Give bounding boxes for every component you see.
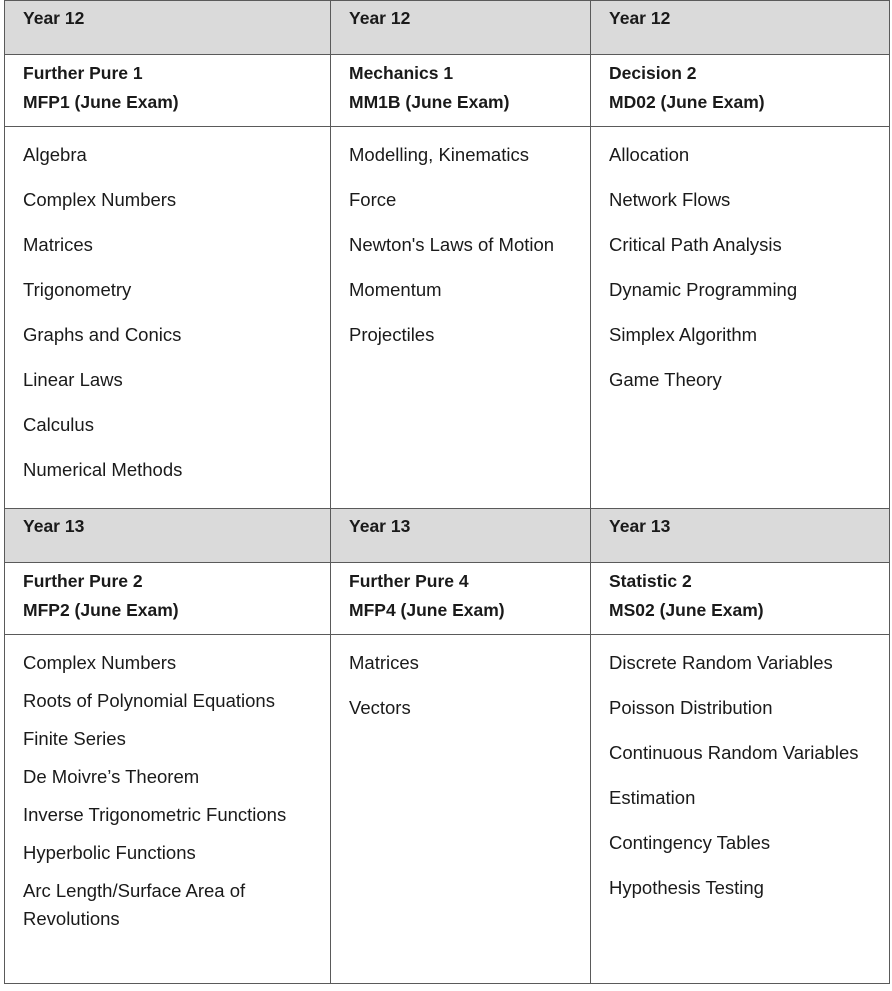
year-label: Year 12	[349, 8, 411, 28]
year-cell	[5, 509, 331, 563]
module-cell	[331, 55, 591, 127]
topic-item: Hypothesis Testing	[609, 877, 764, 898]
year-label: Year 13	[23, 516, 85, 536]
module-name: Further Pure 2	[23, 571, 143, 591]
module-cell	[591, 55, 890, 127]
topic-item: Newton's Laws of Motion	[349, 234, 555, 255]
year-cell	[331, 509, 591, 563]
syllabus-table-body	[5, 1, 890, 984]
year-cell	[5, 1, 331, 55]
year-row	[5, 509, 890, 563]
module-code: MM1B (June Exam)	[349, 92, 510, 112]
topic-item: Complex Numbers	[23, 189, 177, 210]
topic-item: Calculus	[23, 414, 94, 435]
module-cell	[331, 563, 591, 635]
module-code: MFP1 (June Exam)	[23, 92, 179, 112]
syllabus-table	[4, 0, 890, 984]
topic-item: Graphs and Conics	[23, 324, 182, 345]
topic-item: Force	[349, 189, 397, 210]
module-code: MFP2 (June Exam)	[23, 600, 179, 620]
topic-item: Inverse Trigonometric Functions	[23, 804, 287, 825]
topic-item: Linear Laws	[23, 369, 123, 390]
year-cell	[331, 1, 591, 55]
year-label: Year 13	[609, 516, 671, 536]
topic-list	[349, 649, 590, 722]
topic-list	[609, 649, 889, 902]
topic-item: Network Flows	[609, 189, 731, 210]
topic-item: Estimation	[609, 787, 696, 808]
module-name: Further Pure 1	[23, 63, 143, 83]
year-cell	[591, 509, 890, 563]
topics-cell	[331, 635, 591, 984]
topics-cell	[331, 127, 591, 509]
topic-item: Projectiles	[349, 324, 435, 345]
topic-item: Allocation	[609, 144, 690, 165]
topic-item: Algebra	[23, 144, 87, 165]
module-cell	[5, 55, 331, 127]
module-code: MS02 (June Exam)	[609, 600, 764, 620]
topic-item: Dynamic Programming	[609, 279, 798, 300]
topics-cell	[5, 127, 331, 509]
topics-row	[5, 127, 890, 509]
module-name: Statistic 2	[609, 571, 692, 591]
topic-item: Continuous Random Variables	[609, 742, 859, 763]
module-code: MD02 (June Exam)	[609, 92, 765, 112]
module-name: Further Pure 4	[349, 571, 469, 591]
topic-item: Finite Series	[23, 728, 126, 749]
topics-cell	[591, 635, 890, 984]
topics-cell	[5, 635, 331, 984]
topic-item: Modelling, Kinematics	[349, 144, 529, 165]
topic-list	[349, 141, 590, 349]
topic-item: Vectors	[349, 697, 411, 718]
topic-list	[23, 141, 330, 484]
year-label: Year 13	[349, 516, 411, 536]
year-cell	[591, 1, 890, 55]
topic-item: Hyperbolic Functions	[23, 842, 196, 863]
topic-item: Simplex Algorithm	[609, 324, 758, 345]
module-name: Mechanics 1	[349, 63, 454, 83]
module-name: Decision 2	[609, 63, 697, 83]
year-label: Year 12	[23, 8, 85, 28]
topic-list	[609, 141, 889, 394]
topic-item: Momentum	[349, 279, 442, 300]
topic-item: Roots of Polynomial Equations	[23, 690, 275, 711]
module-cell	[5, 563, 331, 635]
topic-item: Game Theory	[609, 369, 722, 390]
module-row	[5, 563, 890, 635]
topic-item: Contingency Tables	[609, 832, 771, 853]
topic-item: Matrices	[349, 652, 419, 673]
topics-cell	[591, 127, 890, 509]
topic-item: Matrices	[23, 234, 93, 255]
module-code: MFP4 (June Exam)	[349, 600, 505, 620]
topic-item: Discrete Random Variables	[609, 652, 833, 673]
topic-item: Complex Numbers	[23, 652, 177, 673]
topic-item: De Moivre’s Theorem	[23, 766, 200, 787]
topic-item: Arc Length/Surface Area of Revolutions	[23, 880, 246, 929]
module-cell	[591, 563, 890, 635]
topics-row	[5, 635, 890, 984]
topic-item: Poisson Distribution	[609, 697, 773, 718]
topic-item: Trigonometry	[23, 279, 132, 300]
topic-list	[23, 649, 330, 933]
topic-item: Numerical Methods	[23, 459, 183, 480]
year-row	[5, 1, 890, 55]
year-label: Year 12	[609, 8, 671, 28]
module-row	[5, 55, 890, 127]
topic-item: Critical Path Analysis	[609, 234, 782, 255]
